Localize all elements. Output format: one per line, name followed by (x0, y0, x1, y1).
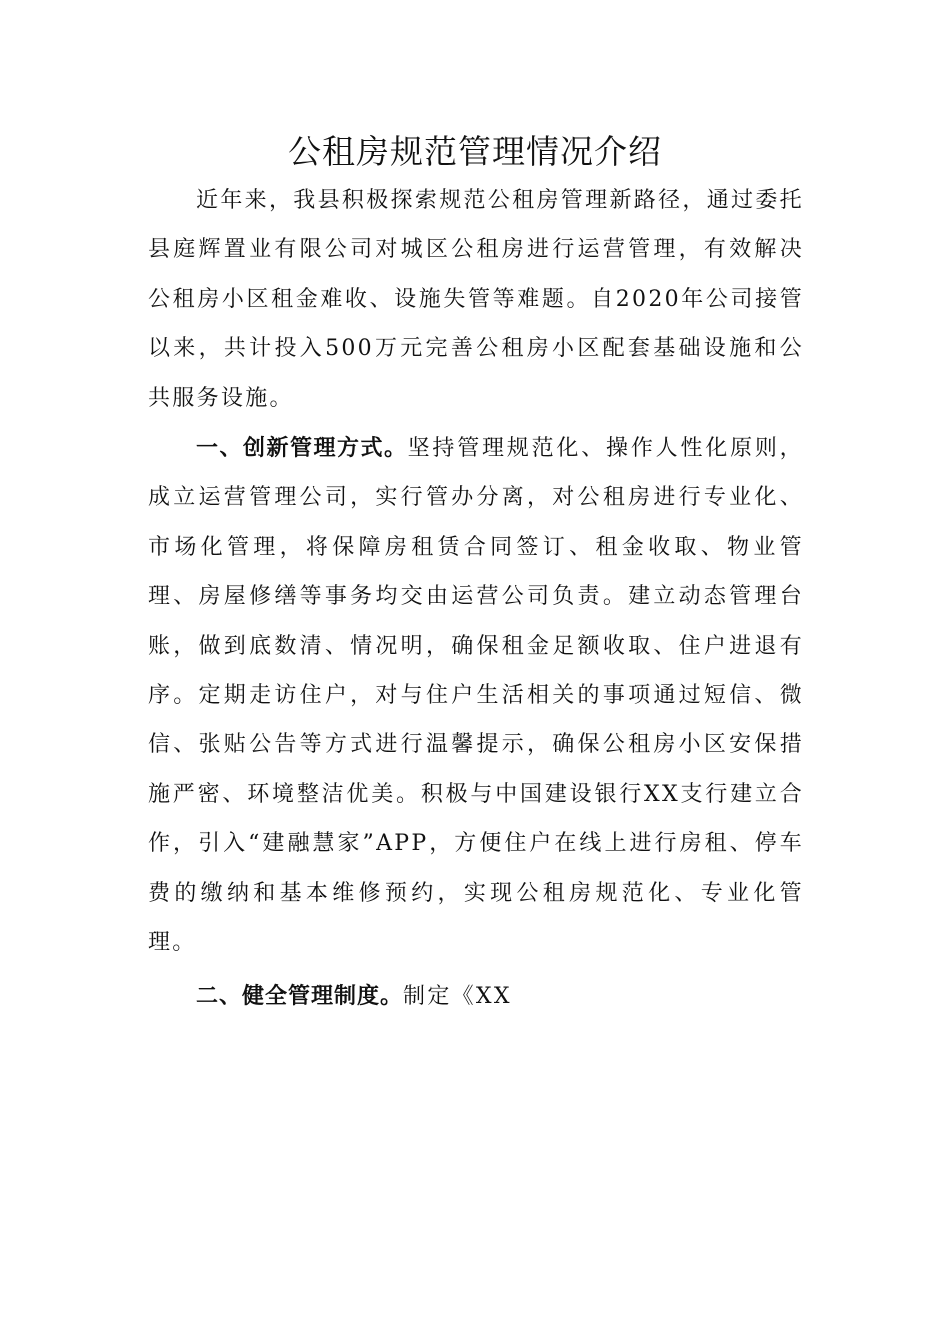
paragraph-text: 坚持管理规范化、操作人性化原则，成立运营管理公司，实行管办分离，对公租房进行专业化、市场化管理，将保障房租赁合同签订、租金收取、物业管理、房屋修缮等事务均交由运营公司负责。建立动态管理台账，做到底数清、情况明，确保租金足额收取、住户进退有序。定期走访住户，对与住户生活相关的事项通过短信、微信、张贴公告等方式进行温馨提示，确保公租房小区安保措施严密、环境整洁优美。积极与中国建设银行XX支行建立合作，引入“建融慧家”APP，方便住户在线上进行房租、停车费的缴纳和基本维修预约，实现公租房规范化、专业化管理。 (148, 436, 804, 956)
paragraph-section-2 (148, 972, 804, 1021)
paragraph-text: 近年来，我县积极探索规范公租房管理新路径，通过委托县庭辉置业有限公司对城区公租房进行运营管理，有效解决公租房小区租金难收、设施失管等难题。自2020年公司接管以来，共计投入500万元完善公租房小区配套基础设施和公共服务设施。 (148, 188, 804, 411)
paragraph-text: 制定《XX (403, 984, 512, 1009)
paragraph-intro (148, 176, 804, 423)
section-heading: 一、创新管理方式。 (196, 436, 408, 461)
paragraph-section-1 (148, 424, 804, 967)
section-heading: 二、健全管理制度。 (196, 984, 404, 1009)
document-title: 公租房规范管理情况介绍 (288, 132, 662, 171)
